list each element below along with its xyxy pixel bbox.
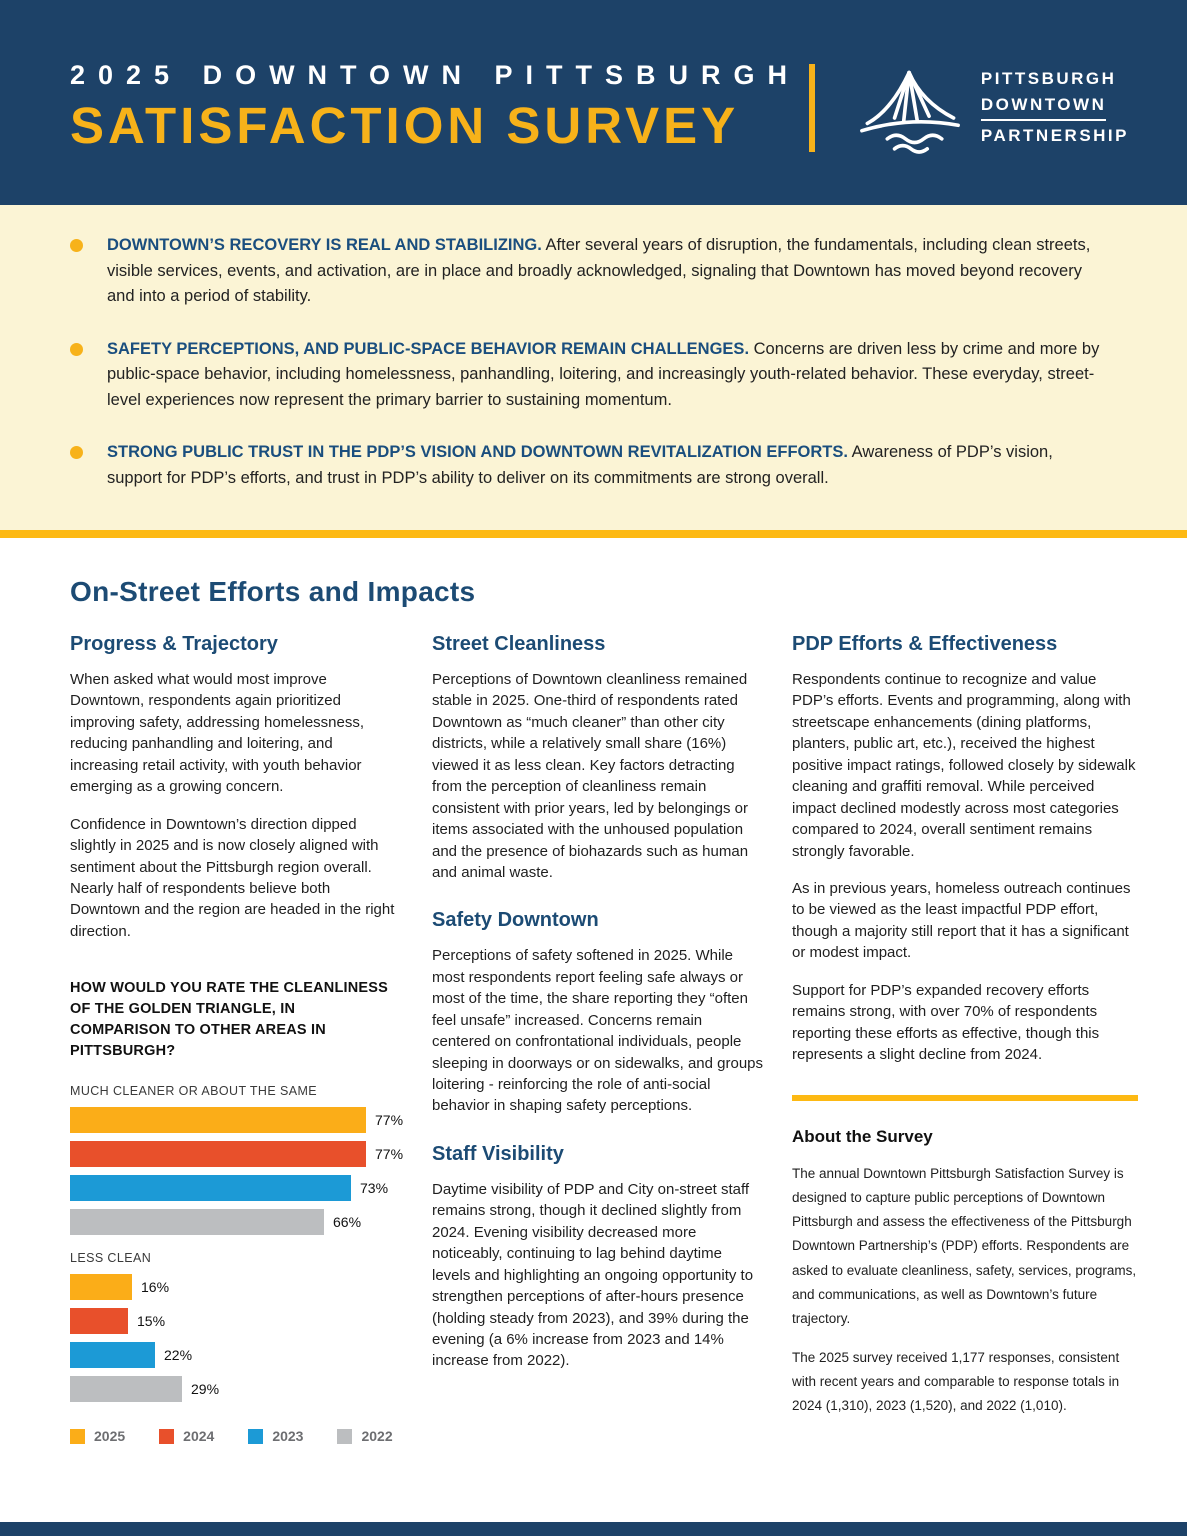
header-title-block xyxy=(70,60,803,155)
chart-group-much-cleaner xyxy=(70,1084,404,1235)
legend-swatch-icon xyxy=(159,1429,174,1444)
bar-row-2024 xyxy=(70,1308,398,1334)
legend-label: 2025 xyxy=(94,1428,126,1445)
footer-bar xyxy=(0,1522,1187,1536)
legend-swatch-icon xyxy=(337,1429,352,1444)
chart-group-label: LESS CLEAN xyxy=(70,1251,152,1266)
bar-value-label: 77% xyxy=(375,1112,404,1129)
bar-value-label: 22% xyxy=(164,1347,193,1364)
logo-line-downtown: DOWNTOWN xyxy=(981,92,1106,122)
about-paragraph-1: The annual Downtown Pittsburgh Satisfaction Survey is designed to capture public perceptions of Downtown Pittsburgh and assess the effectiveness of the Pittsburgh Downtown Partnership’s (PDP) efforts. Respondents are asked to evaluate cleanliness, safety, services, programs, and communications, as well as Downtown’s future trajectory. xyxy=(792,1166,1137,1326)
about-paragraph-2: The 2025 survey received 1,177 responses, consistent with recent years and comparable to response totals in 2024 (1,310), 2023 (1,520), and 2022 (1,010). xyxy=(792,1349,1120,1413)
finding-text xyxy=(107,233,1107,310)
finding-item xyxy=(70,233,1125,310)
bar-2024 xyxy=(70,1308,128,1334)
logo-line-pittsburgh: PITTSBURGH xyxy=(980,69,1117,89)
legend-swatch-icon xyxy=(70,1429,85,1444)
staff-visibility-paragraph: Daytime visibility of PDP and City on-street staff remains strong, though it declined slightly from 2024. Evening visibility decreased more noticeably, continuing to lag behind daytime levels and highlighting an ongoing opportunity to strengthen perceptions of after-hours presence (holding steady from 2023), and 39% during the evening (a 6% increase from 2023 and 14% increase from 2022). xyxy=(432,1180,754,1370)
bar-2022 xyxy=(70,1376,182,1402)
header-kicker: 2025 DOWNTOWN PITTSBURGH xyxy=(70,60,801,90)
page-header xyxy=(0,0,1187,205)
bar-2024 xyxy=(70,1141,366,1167)
chart-group-label: MUCH CLEANER OR ABOUT THE SAME xyxy=(70,1084,317,1099)
heading-pdp-efforts: PDP Efforts & Effectiveness xyxy=(792,633,1058,655)
street-cleanliness-paragraph: Perceptions of Downtown cleanliness remained stable in 2025. One-third of respondents rated Downtown as “much cleaner” than other city districts, while a relatively small share (16%) viewed it as less clean. Key factors detracting from the perception of cleanliness remain consistent with prior years, led by belongings or items associated with the unhoused population and the presence of biohazards such as human and animal waste. xyxy=(432,671,749,881)
main-content xyxy=(0,538,1187,1522)
finding-item xyxy=(70,440,1125,491)
bar-2023 xyxy=(70,1175,351,1201)
heading-staff-visibility: Staff Visibility xyxy=(432,1142,564,1165)
legend-item-2024 xyxy=(159,1428,214,1444)
bar-value-label: 66% xyxy=(333,1214,362,1231)
pdp-logo-text xyxy=(981,66,1129,149)
column-right xyxy=(792,633,1138,1433)
bar-value-label: 77% xyxy=(375,1146,404,1163)
progress-paragraph-2: Confidence in Downtown’s direction dipped slightly in 2025 and is now closely aligned with sentiment about the Pittsburgh region overall. Nearly half of respondents believe both Downtown and the region are headed in the right direction. xyxy=(70,815,395,940)
bar-value-label: 29% xyxy=(191,1381,220,1398)
chart-bars-less-clean xyxy=(70,1274,398,1402)
chart-title: HOW WOULD YOU RATE THE CLEANLINESS OF THE GOLDEN TRIANGLE, IN COMPARISON TO OTHER AREAS IN PITTSBURGH? xyxy=(70,980,389,1060)
legend-item-2025 xyxy=(70,1428,125,1444)
pdp-efforts-paragraph-2: As in previous years, homeless outreach continues to be viewed as the least impactful PDP effort, though a majority still report that it has a significant or modest impact. xyxy=(792,879,1131,962)
finding-item xyxy=(70,337,1125,414)
finding-lead: SAFETY PERCEPTIONS, AND PUBLIC-SPACE BEHAVIOR REMAIN CHALLENGES. xyxy=(107,339,750,358)
legend-swatch-icon xyxy=(248,1429,263,1444)
bar-row-2025 xyxy=(70,1274,398,1300)
chart-bars-much-cleaner xyxy=(70,1107,404,1235)
bar-2023 xyxy=(70,1342,155,1368)
cleanliness-chart xyxy=(70,978,404,1445)
heading-street-cleanliness: Street Cleanliness xyxy=(432,633,606,655)
legend-label: 2023 xyxy=(272,1428,304,1445)
bar-2022 xyxy=(70,1209,324,1235)
section-title: On-Street Efforts and Impacts xyxy=(70,576,476,607)
logo-line-partnership: PARTNERSHIP xyxy=(980,126,1129,146)
bar-row-2022 xyxy=(70,1376,398,1402)
finding-body: Concerns are driven less by crime and more by public-space behavior, including homelessness, panhandling, loitering, and increasingly youth-related behavior. These everyday, street-level experiences now represent the primary barrier to sustaining momentum. xyxy=(107,339,1100,409)
bar-value-label: 73% xyxy=(360,1180,389,1197)
gold-divider xyxy=(792,1095,1138,1101)
finding-lead: DOWNTOWN’S RECOVERY IS REAL AND STABILIZING. xyxy=(107,236,542,254)
bar-2025 xyxy=(70,1274,132,1300)
bar-value-label: 15% xyxy=(137,1313,166,1330)
bullet-dot-icon xyxy=(70,343,83,356)
legend-label: 2022 xyxy=(361,1428,393,1445)
finding-text xyxy=(107,440,1107,491)
legend-item-2023 xyxy=(248,1428,303,1444)
safety-downtown-paragraph: Perceptions of safety softened in 2025. While most respondents report feeling safe always or most of the time, the share reporting they “often feel unsafe” increased. Concerns remain centered on confrontational individuals, people sleeping in doorways or on sidewalks, and groups loitering - reinforcing the role of anti-social behavior in shaping safety perceptions. xyxy=(432,947,764,1115)
heading-progress-trajectory: Progress & Trajectory xyxy=(70,633,278,655)
bar-row-2023 xyxy=(70,1175,398,1201)
pdp-logo xyxy=(851,58,1129,158)
heading-safety-downtown: Safety Downtown xyxy=(432,909,599,932)
chart-group-less-clean xyxy=(70,1251,398,1402)
bar-2025 xyxy=(70,1107,366,1133)
bullet-dot-icon xyxy=(70,446,83,459)
legend-item-2022 xyxy=(337,1428,392,1444)
bridge-logo-icon xyxy=(851,58,969,158)
bar-value-label: 16% xyxy=(141,1279,170,1296)
legend-label: 2024 xyxy=(183,1428,215,1445)
chart-legend xyxy=(70,1428,398,1444)
bar-row-2022 xyxy=(70,1209,398,1235)
finding-lead: STRONG PUBLIC TRUST IN THE PDP’S VISION AND DOWNTOWN REVITALIZATION EFFORTS. xyxy=(107,443,848,462)
bar-row-2024 xyxy=(70,1141,404,1167)
column-progress xyxy=(70,633,404,1445)
pdp-efforts-paragraph-3: Support for PDP’s expanded recovery efforts remains strong, with over 70% of respondents reporting these efforts as effective, though this represents a slight decline from 2024. xyxy=(792,981,1100,1063)
finding-text xyxy=(107,337,1107,414)
pdp-efforts-paragraph-1: Respondents continue to recognize and value PDP’s efforts. Events and programming, along with streetscape enhancements (dining platforms, planters, public art, etc.), received the highest positive impact ratings, followed closely by sidewalk cleaning and graffiti removal. While perceived impact declined modestly across most categories compared to 2024, overall sentiment remains strongly favorable. xyxy=(792,671,1136,860)
key-findings-band xyxy=(0,205,1187,538)
finding-body: After several years of disruption, the fundamentals, including clean streets, visible services, events, and activation, are in place and broadly acknowledged, signaling that Downtown has moved beyond recovery and into a period of stability. xyxy=(107,236,1091,306)
bar-row-2025 xyxy=(70,1107,404,1133)
progress-paragraph-1: When asked what would most improve Downtown, respondents again prioritized improving safety, addressing homelessness, reducing panhandling and loitering, and increasing retail activity, with youth behavior emerging as a growing concern. xyxy=(70,671,365,796)
page-title: SATISFACTION SURVEY xyxy=(70,97,740,154)
header-divider xyxy=(809,64,815,152)
column-middle xyxy=(432,633,764,1388)
bar-row-2023 xyxy=(70,1342,398,1368)
bullet-dot-icon xyxy=(70,239,83,252)
finding-body: Awareness of PDP’s vision, support for PDP’s efforts, and trust in PDP’s ability to deliver on its commitments are strong overall. xyxy=(107,443,1053,487)
heading-about-survey: About the Survey xyxy=(792,1127,933,1147)
